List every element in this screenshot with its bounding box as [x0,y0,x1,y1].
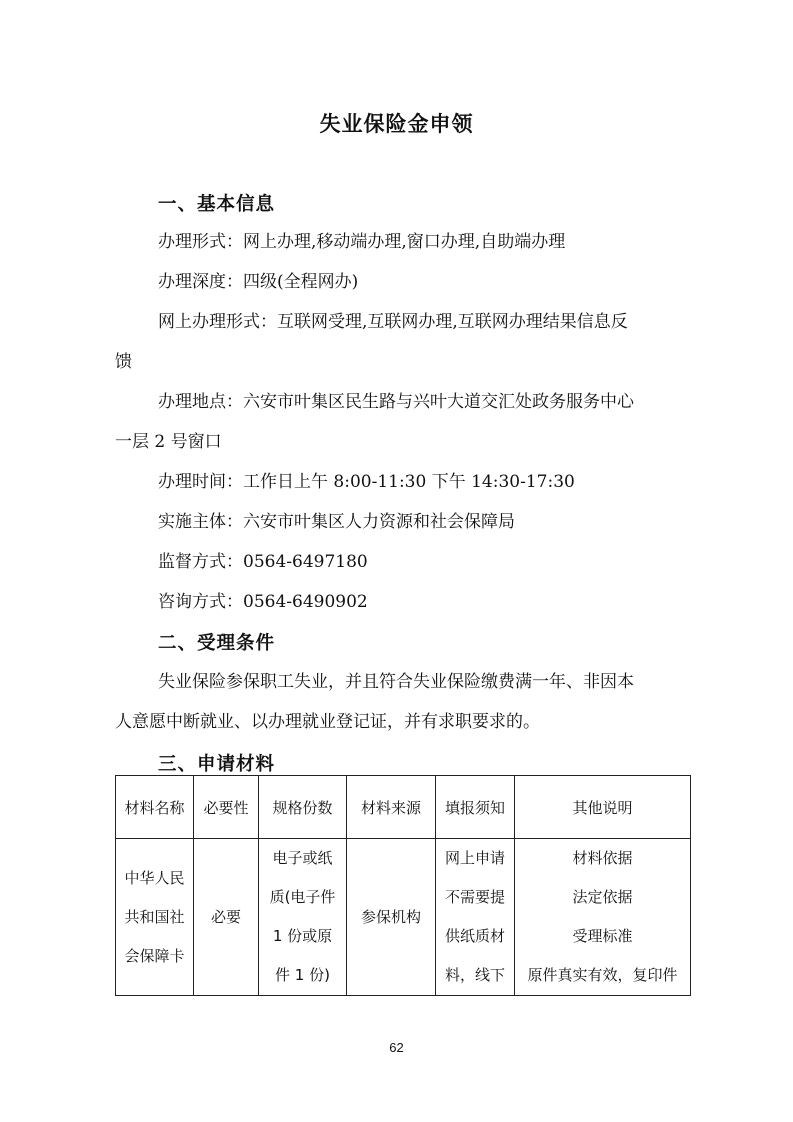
cell-line: 1 份或原 [272,927,333,945]
cell-line: 网上申请 [444,849,505,867]
conditions-line-2: 人意愿中断就业、以办理就业登记证，并有求职要求的。 [115,712,540,732]
implementing-subject: 实施主体：六安市叶集区人力资源和社会保障局 [158,512,515,532]
location-line-1: 办理地点：六安市叶集区民生路与兴叶大道交汇处政务服务中心 [158,392,634,412]
cell-line: 供纸质材 [444,927,505,945]
section-heading-basic-info: 一、基本信息 [158,194,276,215]
col-header-notes: 填报须知 [436,776,515,839]
cell-line: 原件真实有效，复印件 [527,966,678,984]
section-heading-conditions: 二、受理条件 [158,633,276,654]
cell-line: 受理标准 [572,927,633,945]
section-heading-materials: 三、申请材料 [158,754,276,775]
cell-necessity: 必要 [194,839,259,996]
cell-other [515,839,691,996]
supervision-phone: 监督方式：0564-6497180 [158,552,368,572]
page-number: 62 [389,1040,404,1055]
online-form-line-2: 馈 [115,352,132,372]
cell-line: 共和国社 [124,907,185,926]
col-header-necessity: 必要性 [194,776,259,839]
document-title: 失业保险金申领 [319,112,474,136]
handling-time: 办理时间：工作日上午 8:00-11:30 下午 14:30-17:30 [158,472,575,492]
handling-form: 办理形式：网上办理,移动端办理,窗口办理,自助端办理 [158,232,566,252]
online-form-line-1: 网上办理形式：互联网受理,互联网办理,互联网办理结果信息反 [158,312,628,332]
cell-line: 不需要提 [444,888,505,906]
consultation-phone: 咨询方式：0564-6490902 [158,592,368,612]
col-header-other: 其他说明 [515,776,691,839]
col-header-source: 材料来源 [347,776,436,839]
cell-source: 参保机构 [347,839,436,996]
cell-line: 电子或纸 [272,849,333,867]
materials-table [115,775,691,996]
location-line-2: 一层 2 号窗口 [115,432,222,452]
cell-line: 件 1 份) [275,966,330,984]
conditions-line-1: 失业保险参保职工失业，并且符合失业保险缴费满一年、非因本 [158,672,634,692]
cell-line: 中华人民 [124,868,185,887]
col-header-spec: 规格份数 [259,776,347,839]
cell-line: 会保障卡 [124,946,185,965]
cell-line: 质(电子件 [269,888,336,906]
cell-line: 法定依据 [572,888,633,906]
cell-spec [259,839,347,996]
cell-line: 料，线下 [444,966,505,984]
table-header-row [116,776,691,839]
cell-notes [436,839,515,996]
cell-material-name [116,839,194,996]
cell-line: 材料依据 [572,849,633,867]
handling-depth: 办理深度：四级(全程网办) [158,272,359,292]
col-header-name: 材料名称 [116,776,194,839]
table-row [116,839,691,996]
